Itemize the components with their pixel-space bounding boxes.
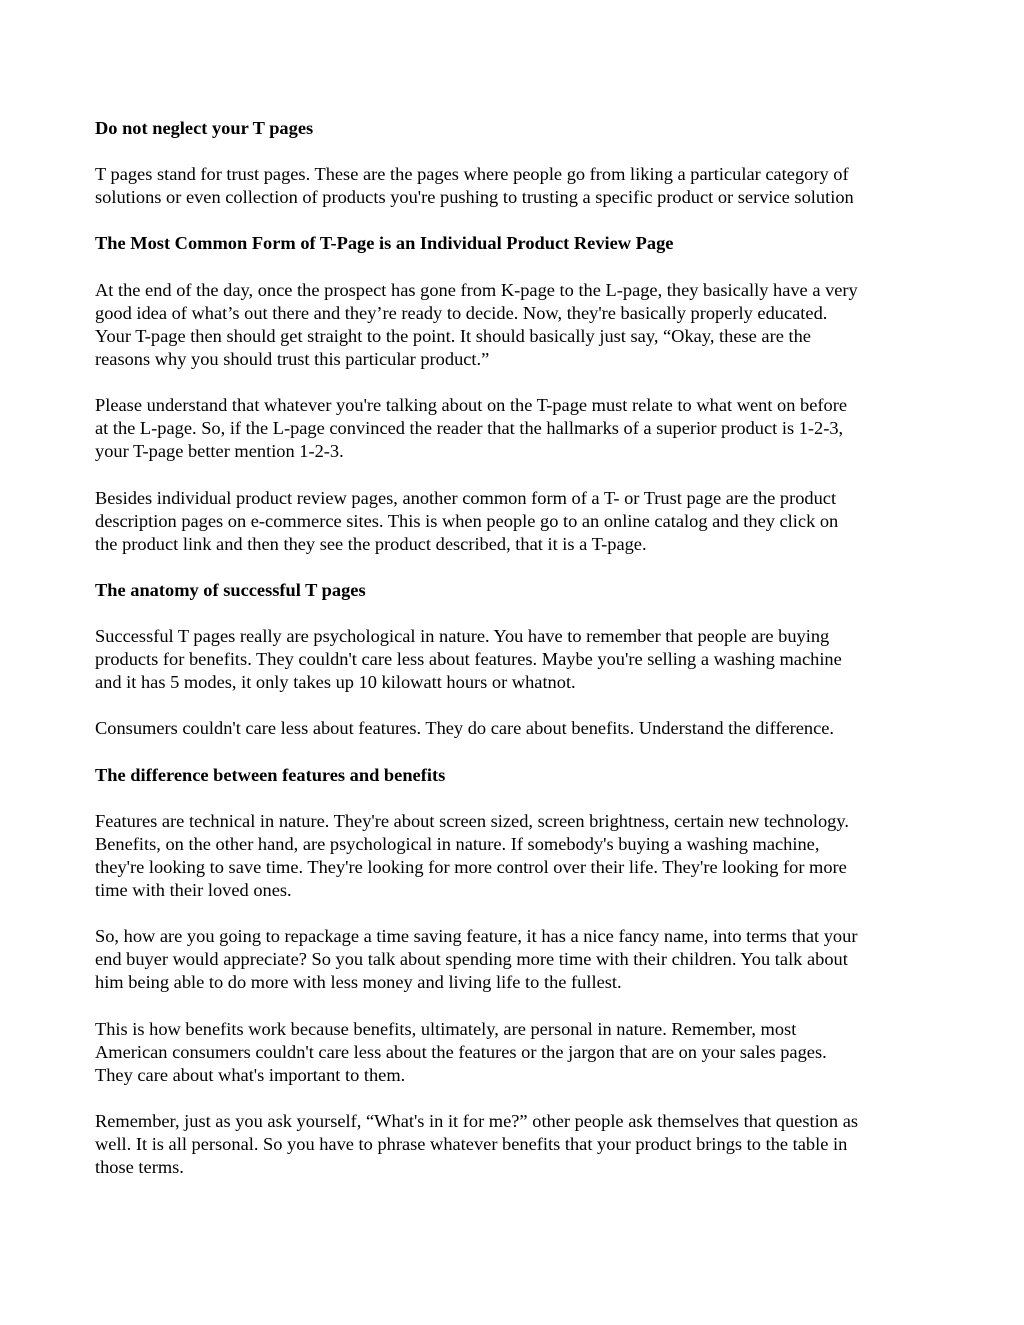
paragraph-line: the product link and then they see the product described, that it is a T-page. <box>95 533 647 554</box>
paragraph-consumers-benefits <box>95 717 935 740</box>
paragraph-line: those terms. <box>95 1157 184 1178</box>
paragraph-relate-l-page <box>95 394 935 463</box>
paragraph-line: him being able to do more with less money and living life to the fullest. <box>95 972 622 993</box>
paragraph-end-of-day <box>95 279 935 371</box>
paragraph-line: products for benefits. They couldn't care less about features. Maybe you're selling a washing machine <box>95 649 842 670</box>
heading-line: The difference between features and benefits <box>95 764 446 785</box>
paragraph-line: At the end of the day, once the prospect has gone from K-page to the L-page, they basically have a very <box>95 279 858 300</box>
heading-line: Do not neglect your T pages <box>95 118 314 138</box>
heading-common-form <box>95 232 935 255</box>
heading-t-pages <box>95 117 935 140</box>
document-page <box>95 117 935 1202</box>
paragraph-benefits-personal <box>95 1018 935 1087</box>
paragraph-line: Successful T pages really are psychological in nature. You have to remember that people are buying <box>95 626 830 647</box>
paragraph-line: Features are technical in nature. They're about screen sized, screen brightness, certain new technology. <box>95 810 849 831</box>
paragraph-repackage <box>95 925 935 994</box>
paragraph-line: description pages on e-commerce sites. This is when people go to an online catalog and they click on <box>95 510 839 531</box>
paragraph-psychological <box>95 625 935 694</box>
paragraph-line: So, how are you going to repackage a time saving feature, it has a nice fancy name, into terms that your <box>95 926 858 947</box>
paragraph-features-technical <box>95 810 935 902</box>
heading-features-benefits <box>95 764 935 787</box>
paragraph-line: Benefits, on the other hand, are psychological in nature. If somebody's buying a washing machine, <box>95 833 820 854</box>
paragraph-line: at the L-page. So, if the L-page convinced the reader that the hallmarks of a superior product is 1-2-3, <box>95 418 844 439</box>
paragraph-description-pages <box>95 487 935 556</box>
heading-line: The Most Common Form of T-Page is an Individual Product Review Page <box>95 233 674 254</box>
paragraph-line: Consumers couldn't care less about features. They do care about benefits. Understand the difference. <box>95 718 835 739</box>
paragraph-line: well. It is all personal. So you have to phrase whatever benefits that your product brings to the table in <box>95 1134 848 1155</box>
heading-line: The anatomy of successful T pages <box>95 579 366 600</box>
paragraph-whats-in-it <box>95 1110 935 1179</box>
paragraph-line: Your T-page then should get straight to the point. It should basically just say, “Okay, these are the <box>95 325 811 346</box>
paragraph-line: They care about what's important to them. <box>95 1064 406 1085</box>
paragraph-line: time with their loved ones. <box>95 880 292 901</box>
paragraph-trust-pages <box>95 163 935 209</box>
paragraph-line: reasons why you should trust this particular product.” <box>95 348 490 369</box>
paragraph-line: This is how benefits work because benefits, ultimately, are personal in nature. Remember, most <box>95 1018 797 1039</box>
paragraph-line: Besides individual product review pages, another common form of a T- or Trust page are the product <box>95 487 837 508</box>
paragraph-line: your T-page better mention 1-2-3. <box>95 441 344 462</box>
paragraph-line: good idea of what’s out there and they’re ready to decide. Now, they're basically properly educated. <box>95 302 828 323</box>
paragraph-line: American consumers couldn't care less about the features or the jargon that are on your sales pages. <box>95 1041 827 1062</box>
paragraph-line: and it has 5 modes, it only takes up 10 kilowatt hours or whatnot. <box>95 672 576 693</box>
paragraph-line: T pages stand for trust pages. These are the pages where people go from liking a particular category of <box>95 164 849 185</box>
paragraph-line: end buyer would appreciate? So you talk about spending more time with their children. You talk about <box>95 949 848 970</box>
paragraph-line: they're looking to save time. They're looking for more control over their life. They're looking for more <box>95 857 847 877</box>
paragraph-line: Remember, just as you ask yourself, “What's in it for me?” other people ask themselves that question as <box>95 1111 859 1132</box>
heading-anatomy <box>95 579 935 602</box>
paragraph-line: solutions or even collection of products you're pushing to trusting a specific product or service solution <box>95 187 854 208</box>
paragraph-line: Please understand that whatever you're talking about on the T-page must relate to what went on before <box>95 395 847 416</box>
